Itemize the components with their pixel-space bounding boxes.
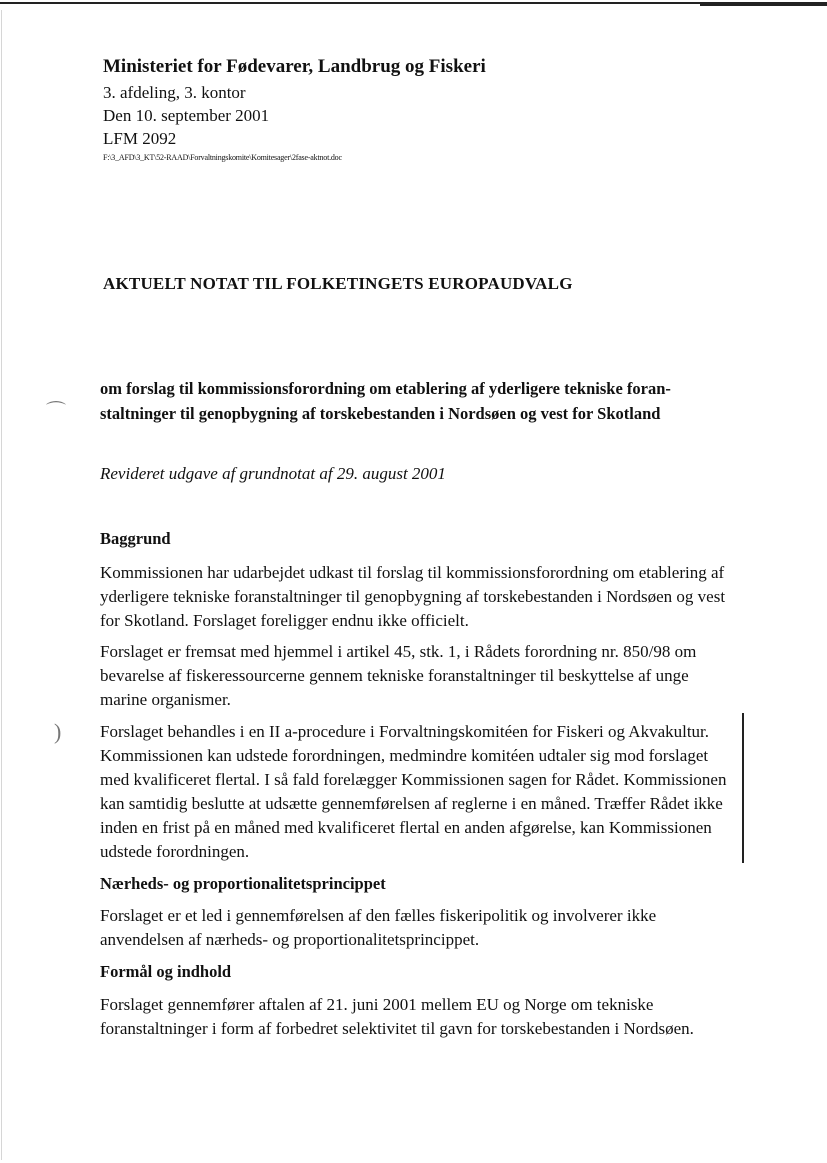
ministry-name: Ministeriet for Fødevarer, Landbrug og Fiskeri [103,56,486,77]
background-paragraph-3: Forslaget behandles i en II a-procedure i Forvaltningskomitéen for Fiskeri og Akvakultur. Kommissionen kan udstede forordningen, medmindre komitéen udtaler sig mod forslaget med kvalificeret flertal. I så fald forelægger Kommissionen sagen for Rådet. Kommissionen kan samtidig beslutte at udsætte gennemførelsen af reglerne i en måned. Træffer Rådet ikke inden en frist på en måned med kvalificeret flertal en anden afgørelse, kan Kommissionen udstede forordningen. [100,722,727,861]
background-paragraph-2: Forslaget er fremsat med hjemmel i artikel 45, stk. 1, i Rådets forordning nr. 850/98 om bevarelse af fiskeressourcerne gennem tekniske foranstaltninger til beskyttelse af unge marine organismer. [100,642,697,709]
subject-line-1: om forslag til kommissionsforordning om etablering af yderligere tekniske foran- [100,379,671,398]
revised-edition-note: Revideret udgave af grundnotat af 29. august 2001 [100,464,446,483]
margin-punch-mark-upper: ⌒ [46,401,66,423]
scan-edge-line [1,10,2,1160]
purpose-paragraph: Forslaget gennemfører aftalen af 21. juni 2001 mellem EU og Norge om tekniske foranstaltninger i form af forbedret selektivitet til gavn for torskebestanden i Nordsøen. [100,995,694,1038]
section-heading-subsidiarity: Nærheds- og proportionalitetsprincippet [100,874,386,893]
department-line: 3. afdeling, 3. kontor [103,83,246,102]
subject-line-2: staltninger til genopbygning af torskebestanden i Nordsøen og vest for Skotland [100,404,661,423]
revision-change-bar [742,713,744,863]
background-paragraph-1: Kommissionen har udarbejdet udkast til forslag til kommissionsforordning om etablering af yderligere tekniske foranstaltninger til genopbygning af torskebestanden i Nordsøen og vest for Skotland. Forslaget foreligger endnu ikke officielt. [100,563,726,630]
date-line: Den 10. september 2001 [103,106,270,125]
subsidiarity-paragraph: Forslaget er et led i gennemførelsen af den fælles fiskeripolitik og involverer ikke anvendelsen af nærheds- og proportionalitetsprincippet. [100,906,657,949]
top-border-accent [700,2,827,6]
document-title: AKTUELT NOTAT TIL FOLKETINGETS EUROPAUDVALG [103,274,573,293]
reference-number: LFM 2092 [103,129,177,148]
margin-punch-mark-lower: ) [54,719,62,744]
section-heading-background: Baggrund [100,529,171,548]
section-heading-purpose: Formål og indhold [100,962,232,981]
subject-heading [100,376,740,426]
file-path: F:\3_AFD\3_KT\52-RAAD\Forvaltningskomite\Komitesager\2fase-aktnot.doc [103,153,342,162]
